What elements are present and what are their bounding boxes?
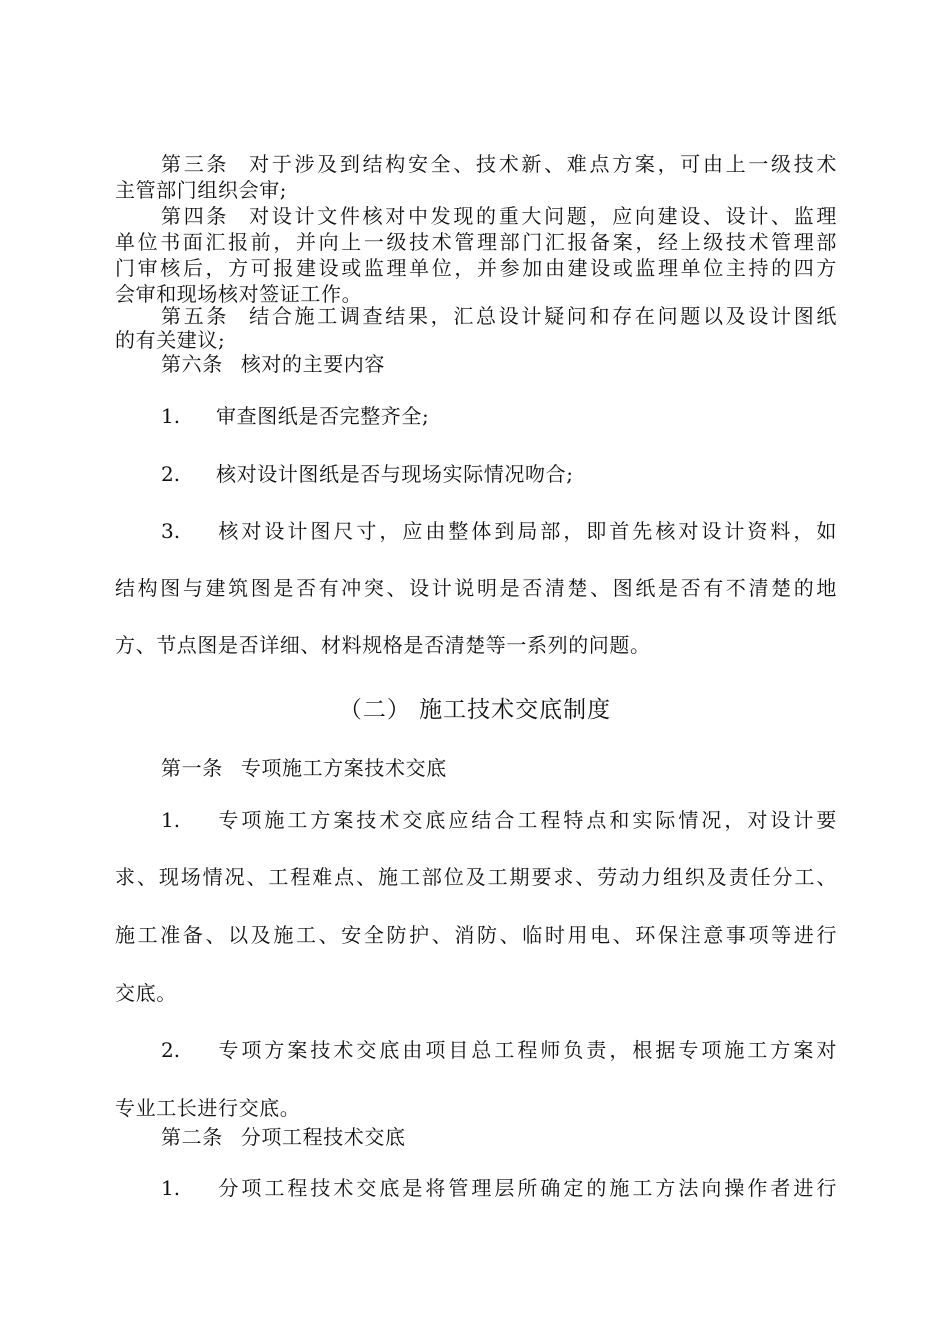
item-number: 2. [161, 462, 181, 486]
sec2-article-1-item-1-line-1: 1. 专项施工方案技术交底应结合工程特点和实际情况，对设计要 [161, 808, 837, 832]
article-3-line-2: 主管部门组织会审; [115, 178, 288, 202]
item-number: 1. [161, 404, 181, 428]
article-6-item-2: 2. 核对设计图纸是否与现场实际情况吻合; [161, 462, 574, 486]
article-4-line-3: 门审核后，方可报建设或监理单位，并参加由建设或监理单位主持的四方 [115, 256, 837, 280]
item-number: 2. [161, 1038, 181, 1062]
article-4-line-1: 第四条 对设计文件核对中发现的重大问题，应向建设、设计、监理 [161, 204, 837, 228]
item-number: 1. [161, 1176, 181, 1200]
article-4-title: 第四条 [161, 204, 230, 228]
article-6-item-3-line-1: 3. 核对设计图尺寸，应由整体到局部，即首先核对设计资料，如 [161, 519, 837, 543]
article-6-item-3-line-2: 结构图与建筑图是否有冲突、设计说明是否清楚、图纸是否有不清楚的地 [115, 576, 837, 600]
sec2-article-1-heading: 第一条 专项施工方案技术交底 [161, 756, 447, 780]
article-6-title: 第六条 [161, 352, 223, 376]
sec2-article-1-title: 第一条 [161, 756, 223, 780]
section-2-heading: （二） 施工技术交底制度 [338, 697, 612, 723]
article-5-title: 第五条 [161, 304, 230, 328]
sec2-article-1-item-1-line-3: 施工准备、以及施工、安全防护、消防、临时用电、环保注意事项等进行 [115, 923, 837, 947]
sec2-article-1-item-1-line-4: 交底。 [115, 981, 177, 1005]
sec2-article-1-item-1-line-2: 求、现场情况、工程难点、施工部位及工期要求、劳动力组织及责任分工、 [115, 865, 837, 889]
article-6-item-1: 1. 审查图纸是否完整齐全; [161, 404, 430, 428]
article-6-item-3-line-3: 方、节点图是否详细、材料规格是否清楚等一系列的问题。 [115, 633, 651, 657]
article-5-line-1: 第五条 结合施工调查结果，汇总设计疑问和存在问题以及设计图纸 [161, 304, 837, 328]
sec2-article-2-item-1-line-1: 1. 分项工程技术交底是将管理层所确定的施工方法向操作者进行 [161, 1176, 837, 1200]
item-number: 3. [161, 519, 181, 543]
sec2-article-1-item-2-line-2: 专业工长进行交底。 [115, 1096, 301, 1120]
item-number: 1. [161, 808, 181, 832]
article-4-line-2: 单位书面汇报前，并向上一级技术管理部门汇报备案，经上级技术管理部 [115, 230, 837, 254]
sec2-article-2-heading: 第二条 分项工程技术交底 [161, 1125, 406, 1149]
sec2-article-2-title: 第二条 [161, 1125, 223, 1149]
article-3-title: 第三条 [161, 152, 230, 176]
article-3-line-1: 第三条 对于涉及到结构安全、技术新、难点方案，可由上一级技术 [161, 152, 837, 176]
article-6-heading: 第六条 核对的主要内容 [161, 352, 386, 376]
sec2-article-1-item-2-line-1: 2. 专项方案技术交底由项目总工程师负责，根据专项施工方案对 [161, 1038, 837, 1062]
article-5-line-2: 的有关建议; [115, 328, 226, 352]
article-4-line-4: 会审和现场核对签证工作。 [115, 282, 363, 306]
